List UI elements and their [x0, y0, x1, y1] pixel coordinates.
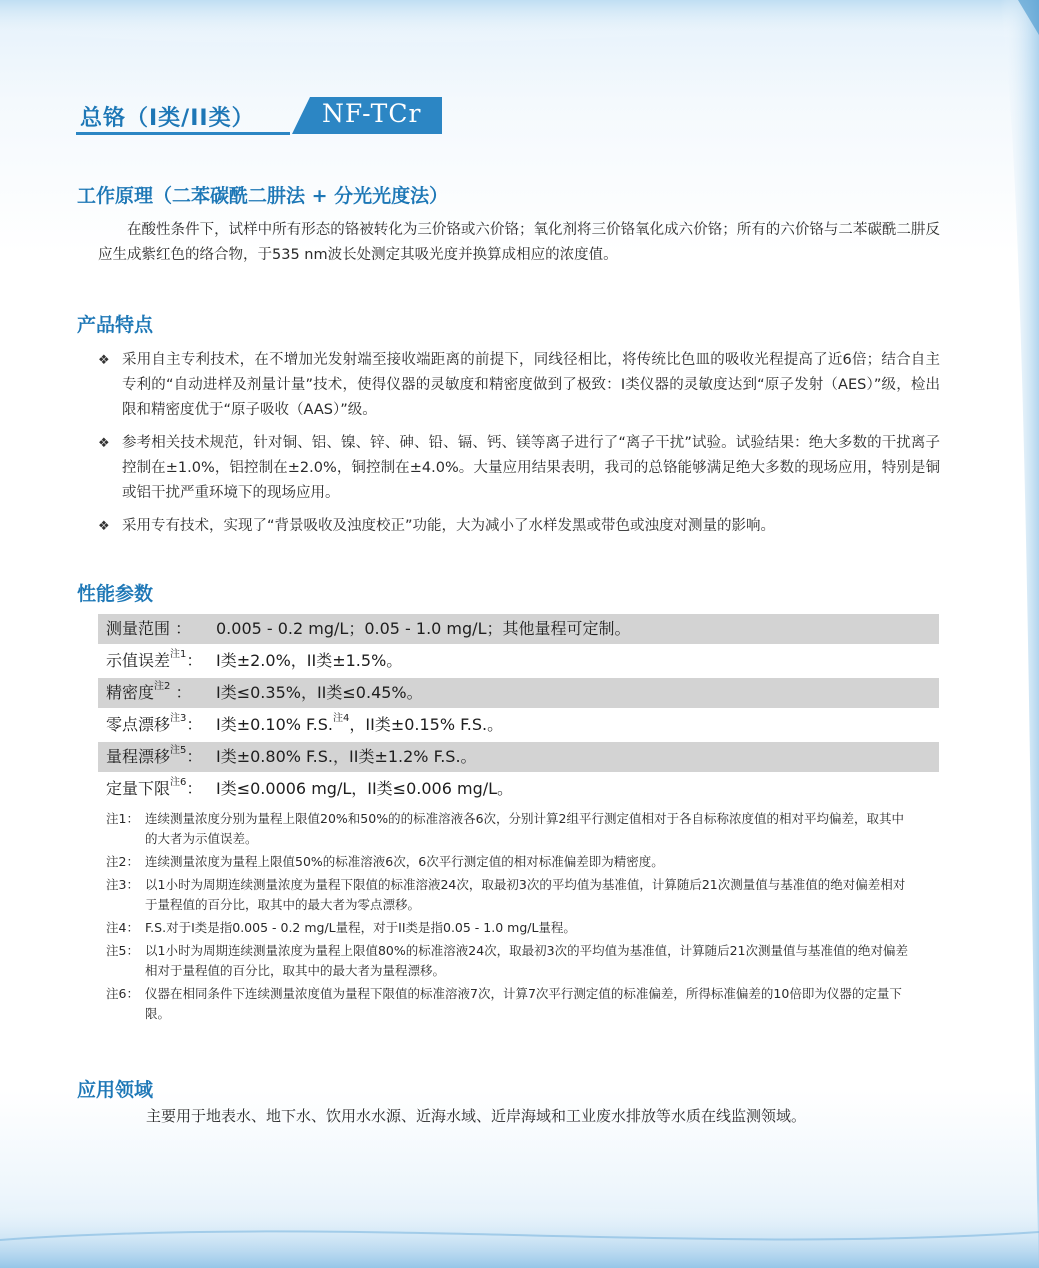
spec-row-span-drift [98, 742, 939, 772]
diamond-bullet-icon: ❖ [98, 436, 110, 451]
specs-heading: 性能参数 [77, 583, 154, 605]
spec-table [98, 614, 939, 806]
principle-paragraph: 在酸性条件下，试样中所有形态的铬被转化为三价铬或六价铬；氧化剂将三价铬氧化成六价铬；所有的六价铬与二苯碳酰二肼反应生成紫红色的络合物，于535 nm波长处测定其吸光度并换算成相应的浓度值。 [98, 222, 940, 263]
spec-value: I类±0.10% F.S.$^{注4}$，II类±0.15% F.S.。 [216, 712, 504, 734]
feature-text: 采用自主专利技术，在不增加光发射端至接收端距离的前提下，同线径相比，将传统比色皿的吸收光程提高了近6倍；结合自主专利的“自动进样及剂量计量”技术，使得仪器的灵敏度和精密度做到了极致：I类仪器的灵敏度达到“原子发射（AES）”级，检出限和精密度优于“原子吸收（AAS）”级。 [122, 352, 940, 418]
spec-label: 精密度$^{注2}$ ： [106, 680, 192, 702]
spec-row-zero-drift [98, 710, 939, 740]
note-item: 注4： F.S.对于I类是指0.005 - 0.2 mg/L量程，对于II类是指0.05 - 1.0 mg/L量程。 [106, 920, 576, 935]
feature-item [98, 431, 940, 506]
feature-list [98, 348, 940, 547]
feature-text: 参考相关技术规范，针对铜、铝、镍、锌、砷、铅、镉、钙、镁等离子进行了“离子干扰”试验。试验结果：绝大多数的干扰离子控制在±1.0%，铝控制在±2.0%，铜控制在±4.0%。大量应用结果表明，我司的总铬能够满足绝大多数的现场应用，特别是铜或铝干扰严重环境下的现场应用。 [122, 435, 940, 501]
application-heading: 应用领域 [77, 1079, 154, 1101]
notes-list [106, 809, 916, 1027]
spec-row-range [98, 614, 939, 644]
spec-label: 量程漂移$^{注5}$： [106, 744, 203, 766]
spec-label: 零点漂移$^{注3}$： [106, 712, 203, 734]
note-item: 注6： 仪器在相同条件下连续测量浓度值为量程下限值的标准溶液7次，计算7次平行测定值的标准偏差，所得标准偏差的10倍即为仪器的定量下限。 [106, 986, 902, 1021]
spec-value: I类≤0.35%，II类≤0.45%。 [216, 683, 423, 702]
spec-value: I类±2.0%，II类±1.5%。 [216, 651, 403, 670]
note-item: 注5： 以1小时为周期连续测量浓度为量程上限值80%的标准溶液24次，取最初3次的平均值为基准值，计算随后21次测量值与基准值的绝对偏差相对于量程值的百分比，取其中的最大者为量程漂移。 [106, 943, 909, 978]
principle-heading: 工作原理（二苯碳酰二肼法 + 分光光度法） [77, 185, 449, 207]
features-heading: 产品特点 [77, 314, 154, 336]
spec-row-lod [98, 774, 939, 804]
note-item: 注3： 以1小时为周期连续测量浓度为量程下限值的标准溶液24次，取最初3次的平均值为基准值，计算随后21次测量值与基准值的绝对偏差相对于量程值的百分比，取其中的最大者为零点漂移。 [106, 877, 906, 912]
product-title-bar [76, 97, 441, 137]
spec-label: 示值误差$^{注1}$： [106, 648, 203, 670]
note-item: 注2： 连续测量浓度为量程上限值50%的标准溶液6次，6次平行测定值的相对标准偏差即为精密度。 [106, 854, 664, 869]
feature-item [98, 514, 940, 539]
diamond-bullet-icon: ❖ [98, 353, 110, 368]
spec-row-precision [98, 678, 939, 708]
diamond-bullet-icon: ❖ [98, 519, 110, 534]
feature-item [98, 348, 940, 423]
feature-text: 采用专有技术，实现了“背景吸收及浊度校正”功能，大为减小了水样发黑或带色或浊度对测量的影响。 [122, 518, 776, 534]
spec-value: I类≤0.0006 mg/L，II类≤0.006 mg/L。 [216, 779, 514, 798]
title-underline [76, 132, 290, 135]
spec-label: 定量下限$^{注6}$： [106, 776, 203, 798]
spec-row-accuracy [98, 646, 939, 676]
note-item: 注1： 连续测量浓度分别为量程上限值20%和50%的的标准溶液各6次，分别计算2组平行测定值相对于各自标称浓度值的相对平均偏差，取其中的大者为示值误差。 [106, 811, 904, 846]
spec-value: 0.005 - 0.2 mg/L；0.05 - 1.0 mg/L；其他量程可定制。 [216, 619, 631, 638]
model-tag [292, 97, 442, 134]
product-title-cn: 总铬（I类/II类） [80, 106, 255, 131]
model-code: NF-TCr [322, 99, 422, 128]
spec-label: 测量范围 ： [106, 619, 192, 638]
principle-text [98, 218, 940, 268]
application-text: 主要用于地表水、地下水、饮用水水源、近海水域、近岸海域和工业废水排放等水质在线监测领域。 [146, 1107, 807, 1125]
spec-value: I类±0.80% F.S.，II类±1.2% F.S.。 [216, 747, 477, 766]
